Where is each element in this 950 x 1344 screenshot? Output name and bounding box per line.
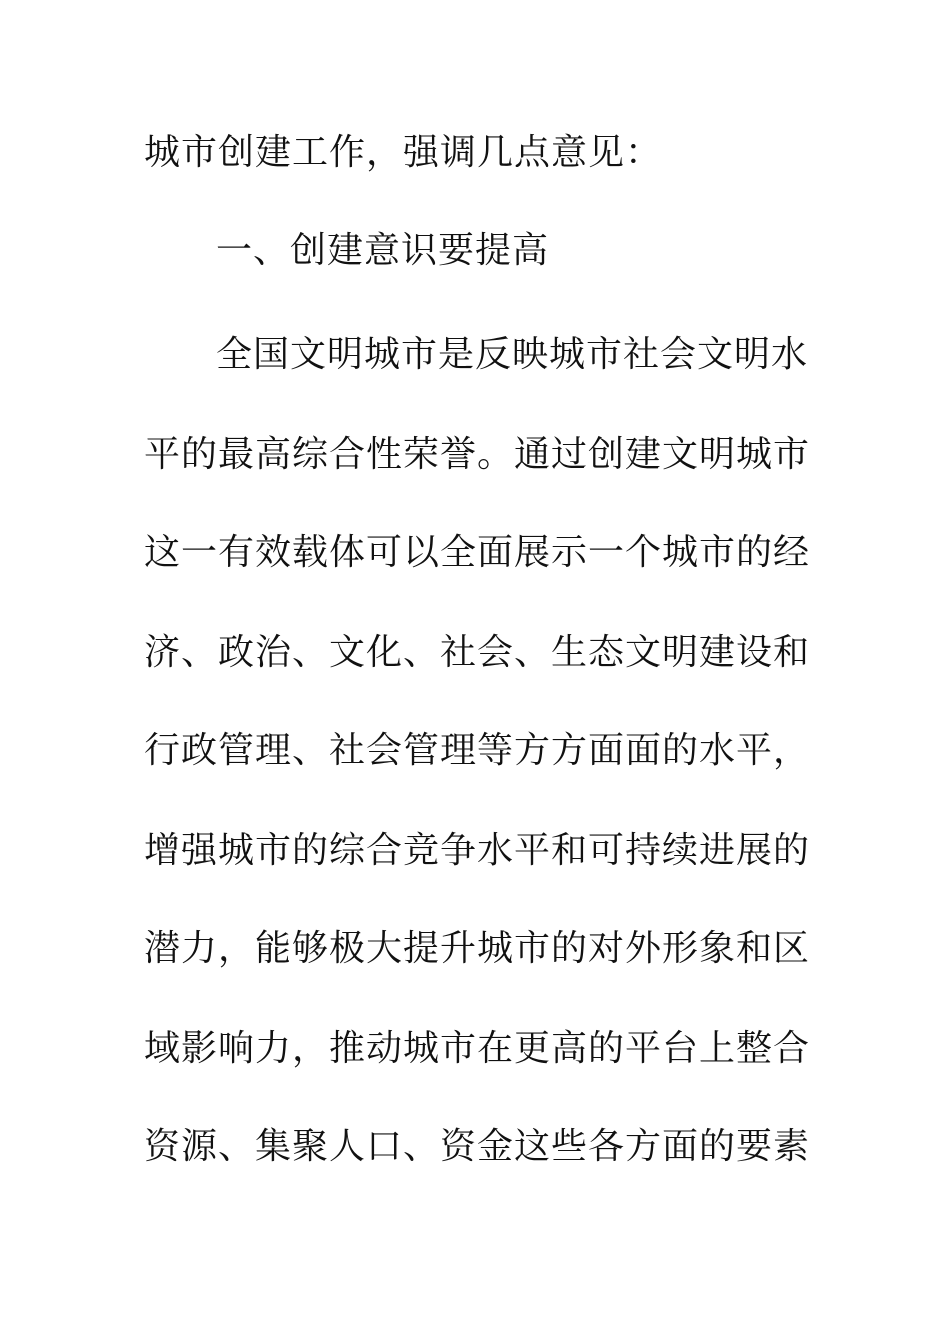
text-line: 潜力，能够极大提升城市的对外形象和区 <box>144 928 811 969</box>
text-line: 资源、集聚人口、资金这些各方面的要素 <box>144 1126 811 1167</box>
text-line: 平的最高综合性荣誉。通过创建文明城市 <box>144 434 811 475</box>
text-line: 行政管理、社会管理等方方面面的水平， <box>144 730 811 771</box>
text-line: 域影响力，推动城市在更高的平台上整合 <box>144 1028 811 1069</box>
text-line: 这一有效载体可以全面展示一个城市的经 <box>144 532 811 573</box>
text-line: 全国文明城市是反映城市社会文明水 <box>216 334 809 375</box>
text-line: 济、政治、文化、社会、生态文明建设和 <box>144 632 811 673</box>
text-line: 城市创建工作，强调几点意见： <box>144 132 663 173</box>
section-heading: 一、创建意识要提高 <box>216 230 550 271</box>
text-line: 增强城市的综合竞争水平和可持续进展的 <box>144 830 811 871</box>
